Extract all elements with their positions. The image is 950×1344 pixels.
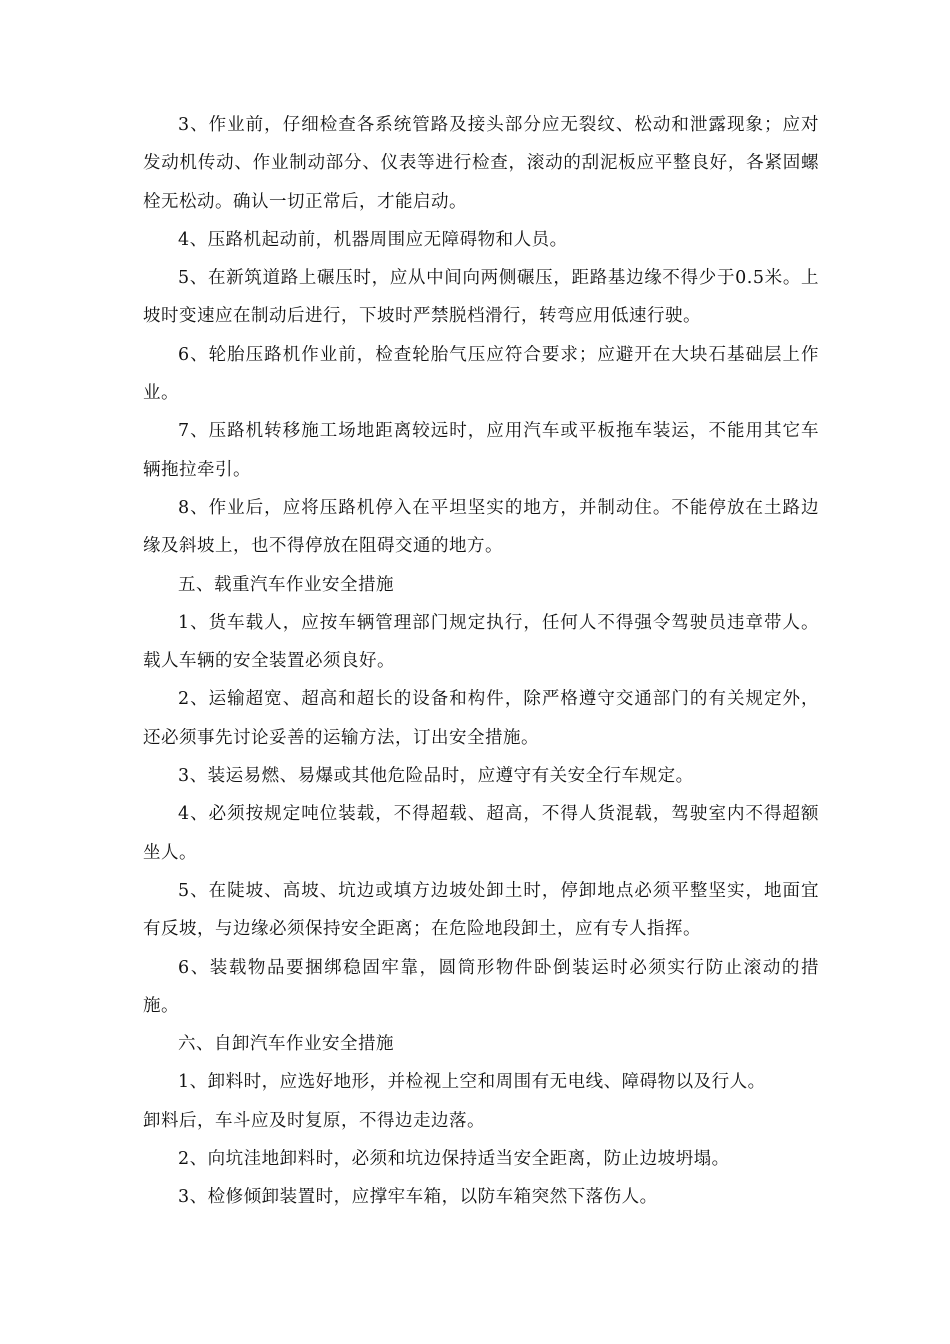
paragraph-7: 1、货车载人，应按车辆管理部门规定执行，任何人不得强令驾驶员违章带人。载人车辆的安全装置必须良好。 — [143, 612, 819, 672]
section-heading-5: 五、载重汽车作业安全措施 — [178, 574, 394, 595]
paragraph-10: 4、必须按规定吨位装载，不得超载、超高，不得人货混载，驾驶室内不得超额坐人。 — [143, 804, 819, 863]
paragraph-5: 7、压路机转移施工场地距离较远时，应用汽车或平板拖车装运，不能用其它车辆拖拉牵引。 — [143, 421, 819, 480]
paragraph-1: 3、作业前，仔细检查各系统管路及接头部分应无裂纹、松动和泄露现象；应对发动机传动、作业制动部分、仪表等进行检查，滚动的刮泥板应平整良好，各紧固螺栓无松动。确认一切正常后，才能启动。 — [143, 115, 819, 212]
paragraph-14: 卸料后，车斗应及时复原，不得边走边落。 — [143, 1110, 485, 1131]
paragraph-4: 6、轮胎压路机作业前，检查轮胎气压应符合要求；应避开在大块石基础层上作业。 — [143, 344, 819, 404]
document-page — [143, 106, 819, 1217]
paragraph-12: 6、装载物品要捆绑稳固牢靠，圆筒形物件卧倒装运时必须实行防止滚动的措施。 — [143, 957, 819, 1016]
paragraph-13: 1、卸料时，应选好地形，并检视上空和周围有无电线、障碍物以及行人。 — [178, 1072, 766, 1093]
paragraph-2: 4、压路机起动前，机器周围应无障碍物和人员。 — [178, 229, 568, 250]
paragraph-8: 2、运输超宽、超高和超长的设备和构件，除严格遵守交通部门的有关规定外，还必须事先讨论妥善的运输方法，订出安全措施。 — [143, 689, 819, 748]
paragraph-3: 5、在新筑道路上碾压时，应从中间向两侧碾压，距路基边缘不得少于0.5米。上坡时变速应在制动后进行，下坡时严禁脱档滑行，转弯应用低速行驶。 — [143, 268, 819, 327]
paragraph-15: 2、向坑洼地卸料时，必须和坑边保持适当安全距离，防止边坡坍塌。 — [178, 1149, 730, 1170]
paragraph-11: 5、在陡坡、高坡、坑边或填方边坡处卸土时，停卸地点必须平整坚实，地面宜有反坡，与边缘必须保持安全距离；在危险地段卸土，应有专人指挥。 — [143, 880, 819, 940]
paragraph-9: 3、装运易燃、易爆或其他危险品时，应遵守有关安全行车规定。 — [178, 766, 694, 787]
section-heading-6: 六、自卸汽车作业安全措施 — [178, 1034, 394, 1055]
paragraph-16: 3、检修倾卸装置时，应撑牢车箱，以防车箱突然下落伤人。 — [178, 1187, 658, 1208]
paragraph-6: 8、作业后，应将压路机停入在平坦坚实的地方，并制动住。不能停放在土路边缘及斜坡上，也不得停放在阻碍交通的地方。 — [143, 497, 819, 557]
